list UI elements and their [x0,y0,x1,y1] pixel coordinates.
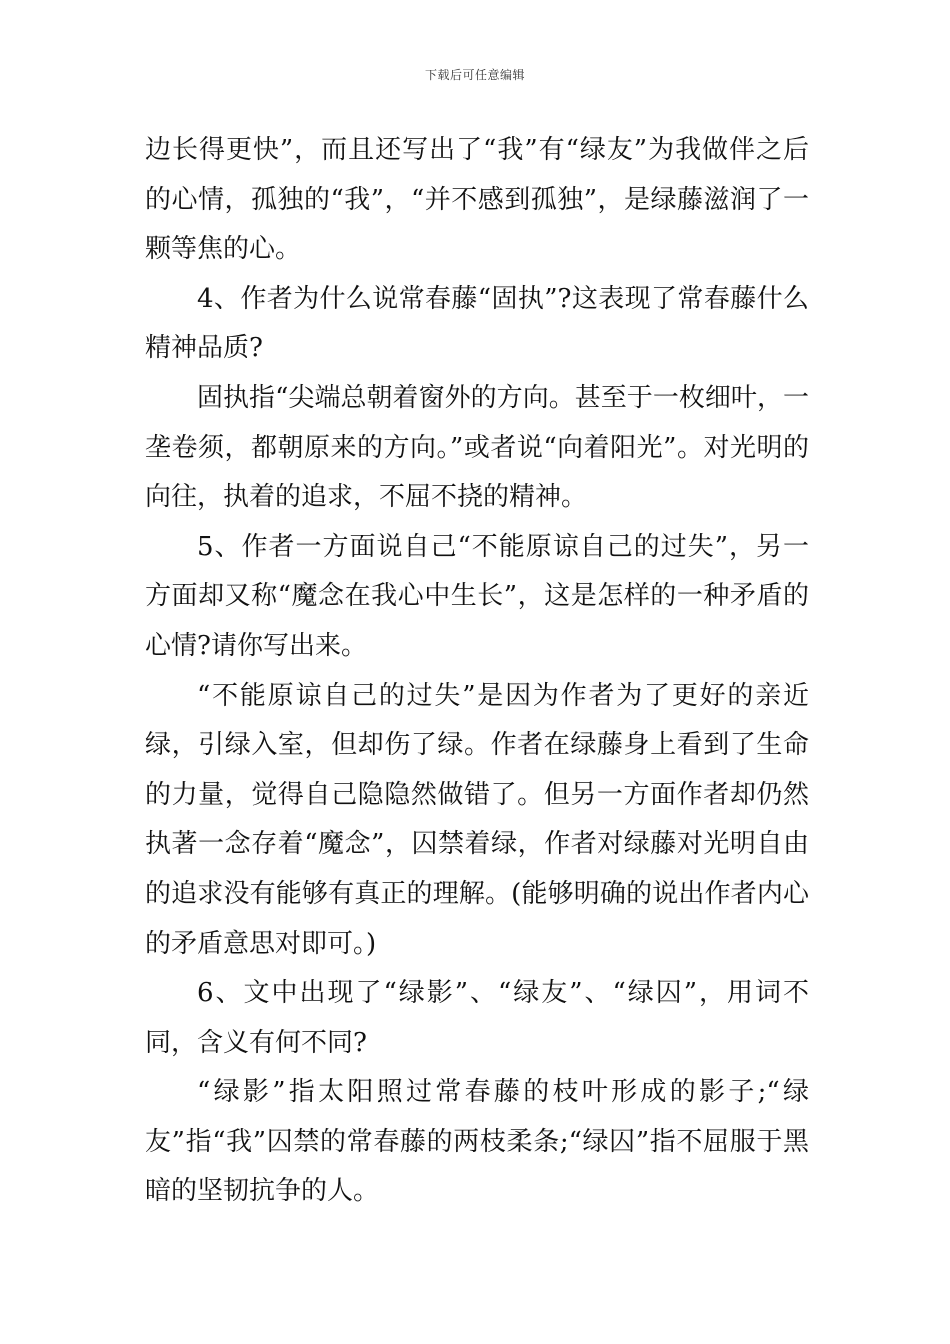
answer-4: 固执指“尖端总朝着窗外的方向。甚至于一枚细叶，一垄卷须，都朝原来的方向。”或者说“向着阳光”。对光明的向往，执着的追求，不屈不挠的精神。 [145,382,809,513]
question-5: 5、作者一方面说自己“不能原谅自己的过失”，另一方面却又称“魔念在我心中生长”，这是怎样的一种矛盾的心情?请你写出来。 [145,531,809,661]
question-6: 6、文中出现了“绿影”、“绿友”、“绿囚”，用词不同，含义有何不同? [145,978,809,1058]
document-body [145,126,809,1217]
page-header: 下载后可任意编辑 [424,68,525,82]
paragraph-continuation: 边长得更快”，而且还写出了“我”有“绿友”为我做伴之后的心情，孤独的“我”，“并不感到孤独”，是绿藤滋润了一颗等焦的心。 [145,135,809,265]
answer-6: “绿影”指太阳照过常春藤的枝叶形成的影子;“绿友”指“我”囚禁的常春藤的两枝柔条;“绿囚”指不屈服于黑暗的坚韧抗争的人。 [145,1077,809,1207]
question-4: 4、作者为什么说常春藤“固执”?这表现了常春藤什么精神品质? [145,283,809,364]
answer-5: “不能原谅自己的过失”是因为作者为了更好的亲近绿，引绿入室，但却伤了绿。作者在绿藤身上看到了生命的力量，觉得自己隐隐然做错了。但另一方面作者却仍然执著一念存着“魔念”，囚禁着绿，作者对绿藤对光明自由的追求没有能够有真正的理解。(能够明确的说出作者内心的矛盾意思对即可。) [145,680,809,959]
